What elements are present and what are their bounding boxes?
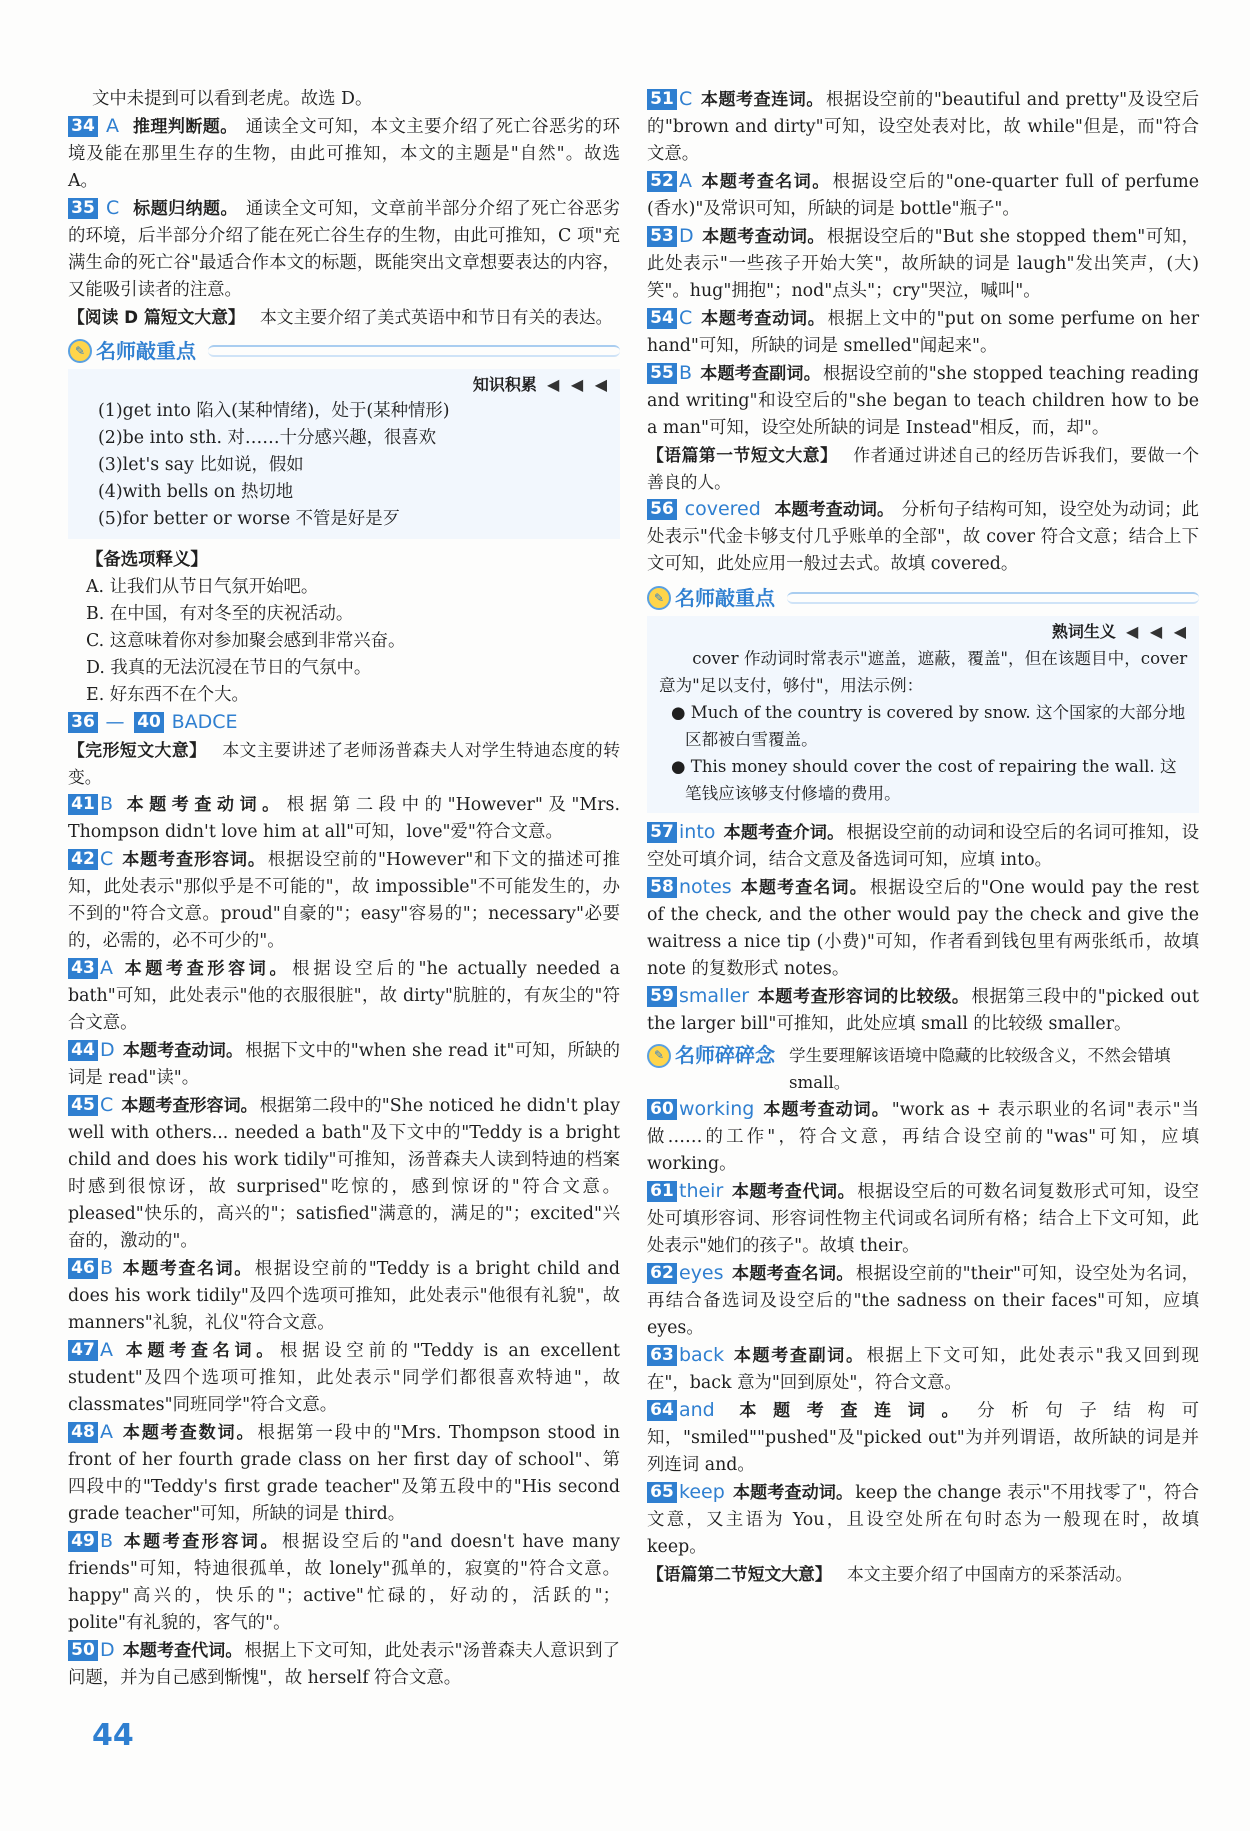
banner-rule xyxy=(208,345,620,357)
answer-item-52 xyxy=(647,168,1199,223)
answer-item-59 xyxy=(647,983,1199,1038)
knowledge-line: (5)for better or worse 不管是好是歹 xyxy=(98,509,400,529)
tip-title: 名师敲重点 xyxy=(675,585,775,610)
explanation: 分析句子结构可知，设空处为动词；此处表示"代金卡够支付几乎账单的全部"，故 cover 符合文意；结合上下文可知，此处应用一般过去式。故填 covered。 xyxy=(647,500,1200,574)
summary-heading: 【完形短文大意】 xyxy=(68,740,207,760)
explanation: 根据设空前的"However"和下文的描述可推知，此处表示"那似乎是不可能的"，故 impossible"不可能发生的，办不到的"符合文意。proud"自豪的"；easy"容易的"；necessary"必要的，必需的，必不可少的"。 xyxy=(68,850,620,951)
explanation: 根据设空前的动词和设空后的名词可推知，设空处可填介词，结合文意及备选词可知，应填 into。 xyxy=(647,823,1199,870)
answer-item-57 xyxy=(647,819,1199,874)
answer-item-58 xyxy=(647,874,1199,983)
summary-heading: 【语篇第二节短文大意】 xyxy=(647,1564,832,1584)
answer-value: keep xyxy=(679,1481,725,1503)
range-dash: — xyxy=(105,711,125,733)
question-type: 本题考查动词。 xyxy=(701,227,825,247)
answer-list-51-55 xyxy=(647,86,1199,442)
question-type: 本题考查动词。 xyxy=(121,795,285,815)
explanation: 根据设空后的"One would pay the rest of the check, and the other would pay the check and give the waitress a nice tip (小费)"可知，作者看到钱包里有两张纸币，故填 note 的复数形式 notes。 xyxy=(647,878,1200,979)
answer-item-47 xyxy=(68,1337,620,1419)
answer-value: D xyxy=(100,1039,115,1061)
answer-item-34 xyxy=(68,113,620,195)
tip-subhead xyxy=(659,618,1189,645)
question-number: 45 xyxy=(68,1095,98,1116)
question-type: 本题考查连词。 xyxy=(722,1401,976,1421)
tip-inline-comment xyxy=(647,1042,1199,1096)
question-type: 本题考查形容词。 xyxy=(121,850,266,870)
tip-subhead xyxy=(80,371,610,398)
answer-item-45 xyxy=(68,1092,620,1255)
explanation: 根据上下文可知，此处表示"汤普森夫人意识到了问题，并为自己感到惭愧"，故 herself 符合文意。 xyxy=(68,1641,620,1688)
answer-item-64 xyxy=(647,1397,1199,1479)
tip-banner-comment xyxy=(647,1042,781,1069)
reading-d-summary xyxy=(68,304,620,331)
cloze-summary xyxy=(68,737,620,791)
option-line: D. 我真的无法沉浸在节日的气氛中。 xyxy=(86,658,372,678)
option-line: E. 好东西不在个大。 xyxy=(86,685,249,705)
question-number: 41 xyxy=(68,794,98,815)
page-number: 44 xyxy=(92,1718,134,1753)
answer-item-65 xyxy=(647,1479,1199,1561)
question-number: 59 xyxy=(647,986,677,1007)
question-type: 本题考查形容词。 xyxy=(121,1096,258,1116)
answer-item-60 xyxy=(647,1096,1199,1178)
explanation: 根据上下文可知，此处表示"我又回到现在"，back 意为"回到原处"，符合文意。 xyxy=(647,1346,1199,1393)
question-number: 55 xyxy=(647,363,677,384)
question-type: 本题考查副词。 xyxy=(732,1346,865,1366)
answer-value: B xyxy=(679,362,693,384)
answer-item-46 xyxy=(68,1255,620,1337)
answer-item-42 xyxy=(68,846,620,955)
left-column xyxy=(68,86,620,1692)
question-number: 50 xyxy=(68,1640,98,1661)
question-number: 44 xyxy=(68,1040,98,1061)
question-type: 推理判断题。 xyxy=(132,117,238,137)
tip-comment-text: 学生要理解该语境中隐藏的比较级含义，不然会错填 small。 xyxy=(789,1046,1171,1092)
question-number: 64 xyxy=(647,1400,677,1421)
answer-value: smaller xyxy=(679,985,750,1007)
answer-value: notes xyxy=(679,876,732,898)
explanation: 根据第二段中的"She noticed he didn't play well with others... needed a bath"及下文中的"Teddy is a bright child and does his work tidily"可推知，汤普森夫人读到特迪的档案时感到很惊讶，故 surprised"吃惊的，感到惊讶的"符合文意。pleased"快乐的，高兴的"；satisfied"满意的，满足的"；excited"兴奋的，激动的"。 xyxy=(68,1096,621,1251)
triangle-left-icon: ◀ ◀ ◀ xyxy=(1125,622,1189,641)
answer-value: D xyxy=(679,225,694,247)
tip-title: 名师敲重点 xyxy=(96,338,196,363)
answer-value: their xyxy=(679,1180,724,1202)
question-type: 本题考查代词。 xyxy=(731,1182,856,1202)
summary-text: 本文主要介绍了中国南方的采茶活动。 xyxy=(846,1564,1133,1584)
option-line: C. 这意味着你对参加聚会感到非常兴奋。 xyxy=(86,631,406,651)
knowledge-line: (2)be into sth. 对……十分感兴趣，很喜欢 xyxy=(98,428,437,448)
tip-title: 名师碎碎念 xyxy=(675,1043,775,1067)
question-type: 本题考查动词。 xyxy=(732,1483,854,1503)
tip-box-word-meaning xyxy=(647,616,1199,813)
example-sentence: This money should cover the cost of repairing the wall. 这笔钱应该够支付修墙的费用。 xyxy=(685,757,1177,803)
explanation: 根据设空后的可数名词复数形式可知，设空处可填形容词、形容词性物主代词或名词所有格；结合上下文可知，此处表示"她们的孩子"。故填 their。 xyxy=(647,1182,1199,1256)
question-type: 本题考查名词。 xyxy=(739,878,868,898)
summary-text: 本文主要讲述了老师汤普森夫人对学生特迪态度的转变。 xyxy=(68,740,620,787)
answer-value: C xyxy=(100,848,114,870)
question-number: 57 xyxy=(647,822,677,843)
answer-item-54 xyxy=(647,305,1199,360)
explanation: 根据设空前的"she stopped teaching reading and writing"和设空后的"she began to teach children how to be a man"可知，设空处所缺的词是 Instead"相反，而，却"。 xyxy=(647,364,1199,438)
explanation: 根据设空后的"and doesn't have many friends"可知，特迪很孤单，故 lonely"孤单的，寂寞的"符合文意。happy"高兴的，快乐的"；active"忙碌的，好动的，活跃的"；polite"有礼貌的，客气的"。 xyxy=(68,1532,620,1633)
answer-value: B xyxy=(100,1257,114,1279)
explanation: 根据第二段中的"However"及"Mrs. Thompson didn't love him at all"可知，love"爱"符合文意。 xyxy=(68,795,620,842)
question-number: 62 xyxy=(647,1263,677,1284)
option-line: B. 在中国，有对冬至的庆祝活动。 xyxy=(86,604,354,624)
answer-value: into xyxy=(679,821,716,843)
answer-word: covered xyxy=(684,498,761,520)
answer-range-36-40 xyxy=(68,709,620,737)
question-type: 本题考查动词。 xyxy=(762,1100,890,1120)
explanation: 根据设空后的"he actually needed a bath"可知，此处表示"他的衣服很脏"，故 dirty"肮脏的，有灰尘的"符合文意。 xyxy=(68,959,620,1033)
example-bullet xyxy=(659,753,1189,807)
question-type: 本题考查名词。 xyxy=(121,1259,253,1279)
tip-banner-word-meaning xyxy=(647,584,1199,612)
explanation: 根据上文中的"put on some perfume on her hand"可知，所缺的词是 smelled"闻起来"。 xyxy=(647,309,1200,356)
explanation: 根据设空前的"Teddy is an excellent student"及四个选项可推知，此处表示"同学们都很喜欢特迪"，故 classmates"同班同学"符合文意。 xyxy=(68,1341,620,1415)
question-number: 48 xyxy=(68,1422,98,1443)
answer-letter: A xyxy=(105,115,119,137)
answer-letters: BADCE xyxy=(171,711,238,733)
answer-item-43 xyxy=(68,955,620,1037)
answer-value: eyes xyxy=(679,1262,724,1284)
bullet-dot-icon: ● xyxy=(671,703,691,722)
question-number-end: 40 xyxy=(134,712,164,733)
summary-text: 作者通过讲述自己的经历告诉我们，要做一个善良的人。 xyxy=(647,445,1199,492)
answer-list-60-65 xyxy=(647,1096,1199,1561)
answer-value: B xyxy=(100,1530,114,1552)
explanation: 根据设空前的"Teddy is a bright child and does his work tidily"及四个选项可推知，此处表示"他很有礼貌"，故 manners"礼貌，礼仪"符合文意。 xyxy=(68,1259,621,1333)
section1-summary xyxy=(647,442,1199,496)
question-type: 本题考查连词。 xyxy=(700,90,824,110)
explanation: 根据第三段中的"picked out the larger bill"可推知，此处应填 small 的比较级 smaller。 xyxy=(647,987,1199,1034)
answer-item-44 xyxy=(68,1037,620,1092)
question-number: 56 xyxy=(647,499,677,520)
answer-list-57-59 xyxy=(647,819,1199,1038)
answer-value: C xyxy=(679,88,693,110)
intro-line: 文中未提到可以看到老虎。故选 D。 xyxy=(92,89,373,109)
answer-item-35 xyxy=(68,195,620,304)
explanation: 通读全文可知，文章前半部分介绍了死亡谷恶劣的环境，后半部分介绍了能在死亡谷生存的生物，由此可推知，C 项"充满生命的死亡谷"最适合作本文的标题，既能突出文章想要表达的内容，又能吸引读者的注意。 xyxy=(68,199,621,300)
answer-item-48 xyxy=(68,1419,620,1528)
question-type: 标题归纳题。 xyxy=(133,199,238,219)
answer-item-63 xyxy=(647,1342,1199,1397)
summary-heading: 【语篇第一节短文大意】 xyxy=(647,445,838,465)
answer-item-53 xyxy=(647,223,1199,305)
answer-item-62 xyxy=(647,1260,1199,1342)
question-type: 本题考查动词。 xyxy=(122,1041,244,1061)
answer-item-49 xyxy=(68,1528,620,1637)
answer-value: A xyxy=(100,957,113,979)
answer-value: C xyxy=(100,1094,114,1116)
cloze-answer-list xyxy=(68,791,620,1692)
explanation: 根据设空后的"But she stopped them"可知，此处表示"一些孩子开始大笑"，故所缺的词是 laugh"发出笑声，(大)笑"。hug"拥抱"；nod"点头"；cry"哭泣，喊叫"。 xyxy=(647,227,1200,301)
right-column xyxy=(647,86,1199,1588)
tip-subhead-label: 知识积累 xyxy=(472,375,537,394)
tip-banner-knowledge xyxy=(68,337,620,365)
question-number: 58 xyxy=(647,877,677,898)
knowledge-line: (1)get into 陷入(某种情绪)，处于(某种情形) xyxy=(98,401,450,421)
answer-value: C xyxy=(679,307,693,329)
question-type: 本题考查名词。 xyxy=(700,172,831,192)
question-number: 34 xyxy=(68,116,98,137)
knowledge-line: (3)let's say 比如说，假如 xyxy=(98,455,304,475)
section2-summary xyxy=(647,1561,1199,1588)
question-number: 52 xyxy=(647,171,677,192)
answer-value: A xyxy=(679,170,692,192)
answer-item-55 xyxy=(647,360,1199,442)
question-number-start: 36 xyxy=(68,712,98,733)
answer-item-51 xyxy=(647,86,1199,168)
question-number: 60 xyxy=(647,1099,677,1120)
explanation: 根据设空前的"their"可知，设空处为名词，再结合备选词及设空后的"the sadness on their faces"可知，应填 eyes。 xyxy=(647,1264,1200,1338)
question-number: 63 xyxy=(647,1345,677,1366)
explanation: 根据设空后的"one-quarter full of perfume (香水)"及常识可知，所缺的词是 bottle"瓶子"。 xyxy=(647,172,1199,219)
answer-item-41 xyxy=(68,791,620,846)
answer-value: B xyxy=(100,793,114,815)
answer-value: working xyxy=(679,1098,755,1120)
question-type: 本题考查动词。 xyxy=(774,500,895,520)
summary-heading: 【阅读 D 篇短文大意】 xyxy=(68,307,245,327)
answer-value: D xyxy=(100,1639,115,1661)
knowledge-line: (4)with bells on 热切地 xyxy=(98,482,294,502)
question-type: 本题考查动词。 xyxy=(700,309,826,329)
answer-item-56 xyxy=(647,496,1199,578)
option-line: A. 让我们从节日气氛开始吧。 xyxy=(86,577,319,597)
tip-box-knowledge xyxy=(68,369,620,539)
answer-value: back xyxy=(679,1344,725,1366)
question-type: 本题考查数词。 xyxy=(121,1423,256,1443)
answer-value: and xyxy=(679,1399,715,1421)
question-number: 51 xyxy=(647,89,677,110)
question-number: 49 xyxy=(68,1531,98,1552)
explanation: "work as + 表示职业的名词"表示"当做……的工作"，符合文意，再结合设空前的"was"可知，应填 working。 xyxy=(647,1100,1200,1174)
example-bullet xyxy=(659,699,1189,753)
question-number: 61 xyxy=(647,1181,677,1202)
question-number: 53 xyxy=(647,226,677,247)
answer-letter: C xyxy=(105,197,120,219)
question-type: 本题考查副词。 xyxy=(700,364,821,384)
question-type: 本题考查代词。 xyxy=(122,1641,243,1661)
question-number: 42 xyxy=(68,849,98,870)
question-type: 本题考查名词。 xyxy=(731,1264,854,1284)
answer-value: A xyxy=(100,1421,113,1443)
question-number: 35 xyxy=(68,198,98,219)
answer-item-50 xyxy=(68,1637,620,1692)
teacher-badge-icon: ✎ xyxy=(647,586,671,610)
options-heading: 【备选项释义】 xyxy=(86,550,208,570)
tip-subhead-label: 熟词生义 xyxy=(1051,622,1116,641)
bullet-dot-icon: ● xyxy=(671,757,691,776)
tip-text: cover 作动词时常表示"遮盖，遮蔽，覆盖"，但在该题目中，cover 意为"足以支付，够付"，用法示例： xyxy=(659,649,1188,695)
question-type: 本题考查介词。 xyxy=(723,823,845,843)
teacher-badge-icon: ✎ xyxy=(647,1044,671,1068)
example-sentence: Much of the country is covered by snow. 这个国家的大部分地区都被白雪覆盖。 xyxy=(685,703,1186,749)
answer-item-61 xyxy=(647,1178,1199,1260)
question-number: 47 xyxy=(68,1340,98,1361)
explanation: 分析句子结构可知，"smiled""pushed"及"picked out"为并列谓语，故所缺的词是并列连词 and。 xyxy=(647,1401,1199,1475)
banner-rule xyxy=(787,592,1199,604)
explanation: keep the change 表示"不用找零了"，符合文意，又主语为 You，且设空处所在句时态为一般现在时，故填 keep。 xyxy=(647,1483,1199,1557)
explanation: 根据下文中的"when she read it"可知，所缺的词是 read"读"。 xyxy=(68,1041,621,1088)
question-number: 43 xyxy=(68,958,98,979)
question-type: 本题考查形容词的比较级。 xyxy=(757,987,970,1007)
teacher-badge-icon: ✎ xyxy=(68,339,92,363)
triangle-left-icon: ◀ ◀ ◀ xyxy=(546,375,610,394)
question-number: 65 xyxy=(647,1482,677,1503)
question-number: 54 xyxy=(647,308,677,329)
question-number: 46 xyxy=(68,1258,98,1279)
summary-text: 本文主要介绍了美式英语中和节日有关的表达。 xyxy=(260,307,613,327)
question-type: 本题考查名词。 xyxy=(121,1341,278,1361)
explanation: 通读全文可知，本文主要介绍了死亡谷恶劣的环境及能在那里生存的生物，由此可推知，本文的主题是"自然"。故选 A。 xyxy=(68,117,620,191)
question-type: 本题考查形容词。 xyxy=(121,959,291,979)
explanation: 根据第一段中的"Mrs. Thompson stood in front of her fourth grade class on her first day of school"、第四段中的"Teddy's first grade teacher"及第五段中的"His second grade teacher"可知，所缺的词是 third。 xyxy=(68,1423,620,1524)
answer-value: A xyxy=(100,1339,113,1361)
explanation: 根据设空前的"beautiful and pretty"及设空后的"brown and dirty"可知，设空处表对比，故 while"但是，而"符合文意。 xyxy=(647,90,1200,164)
question-type: 本题考查形容词。 xyxy=(121,1532,281,1552)
